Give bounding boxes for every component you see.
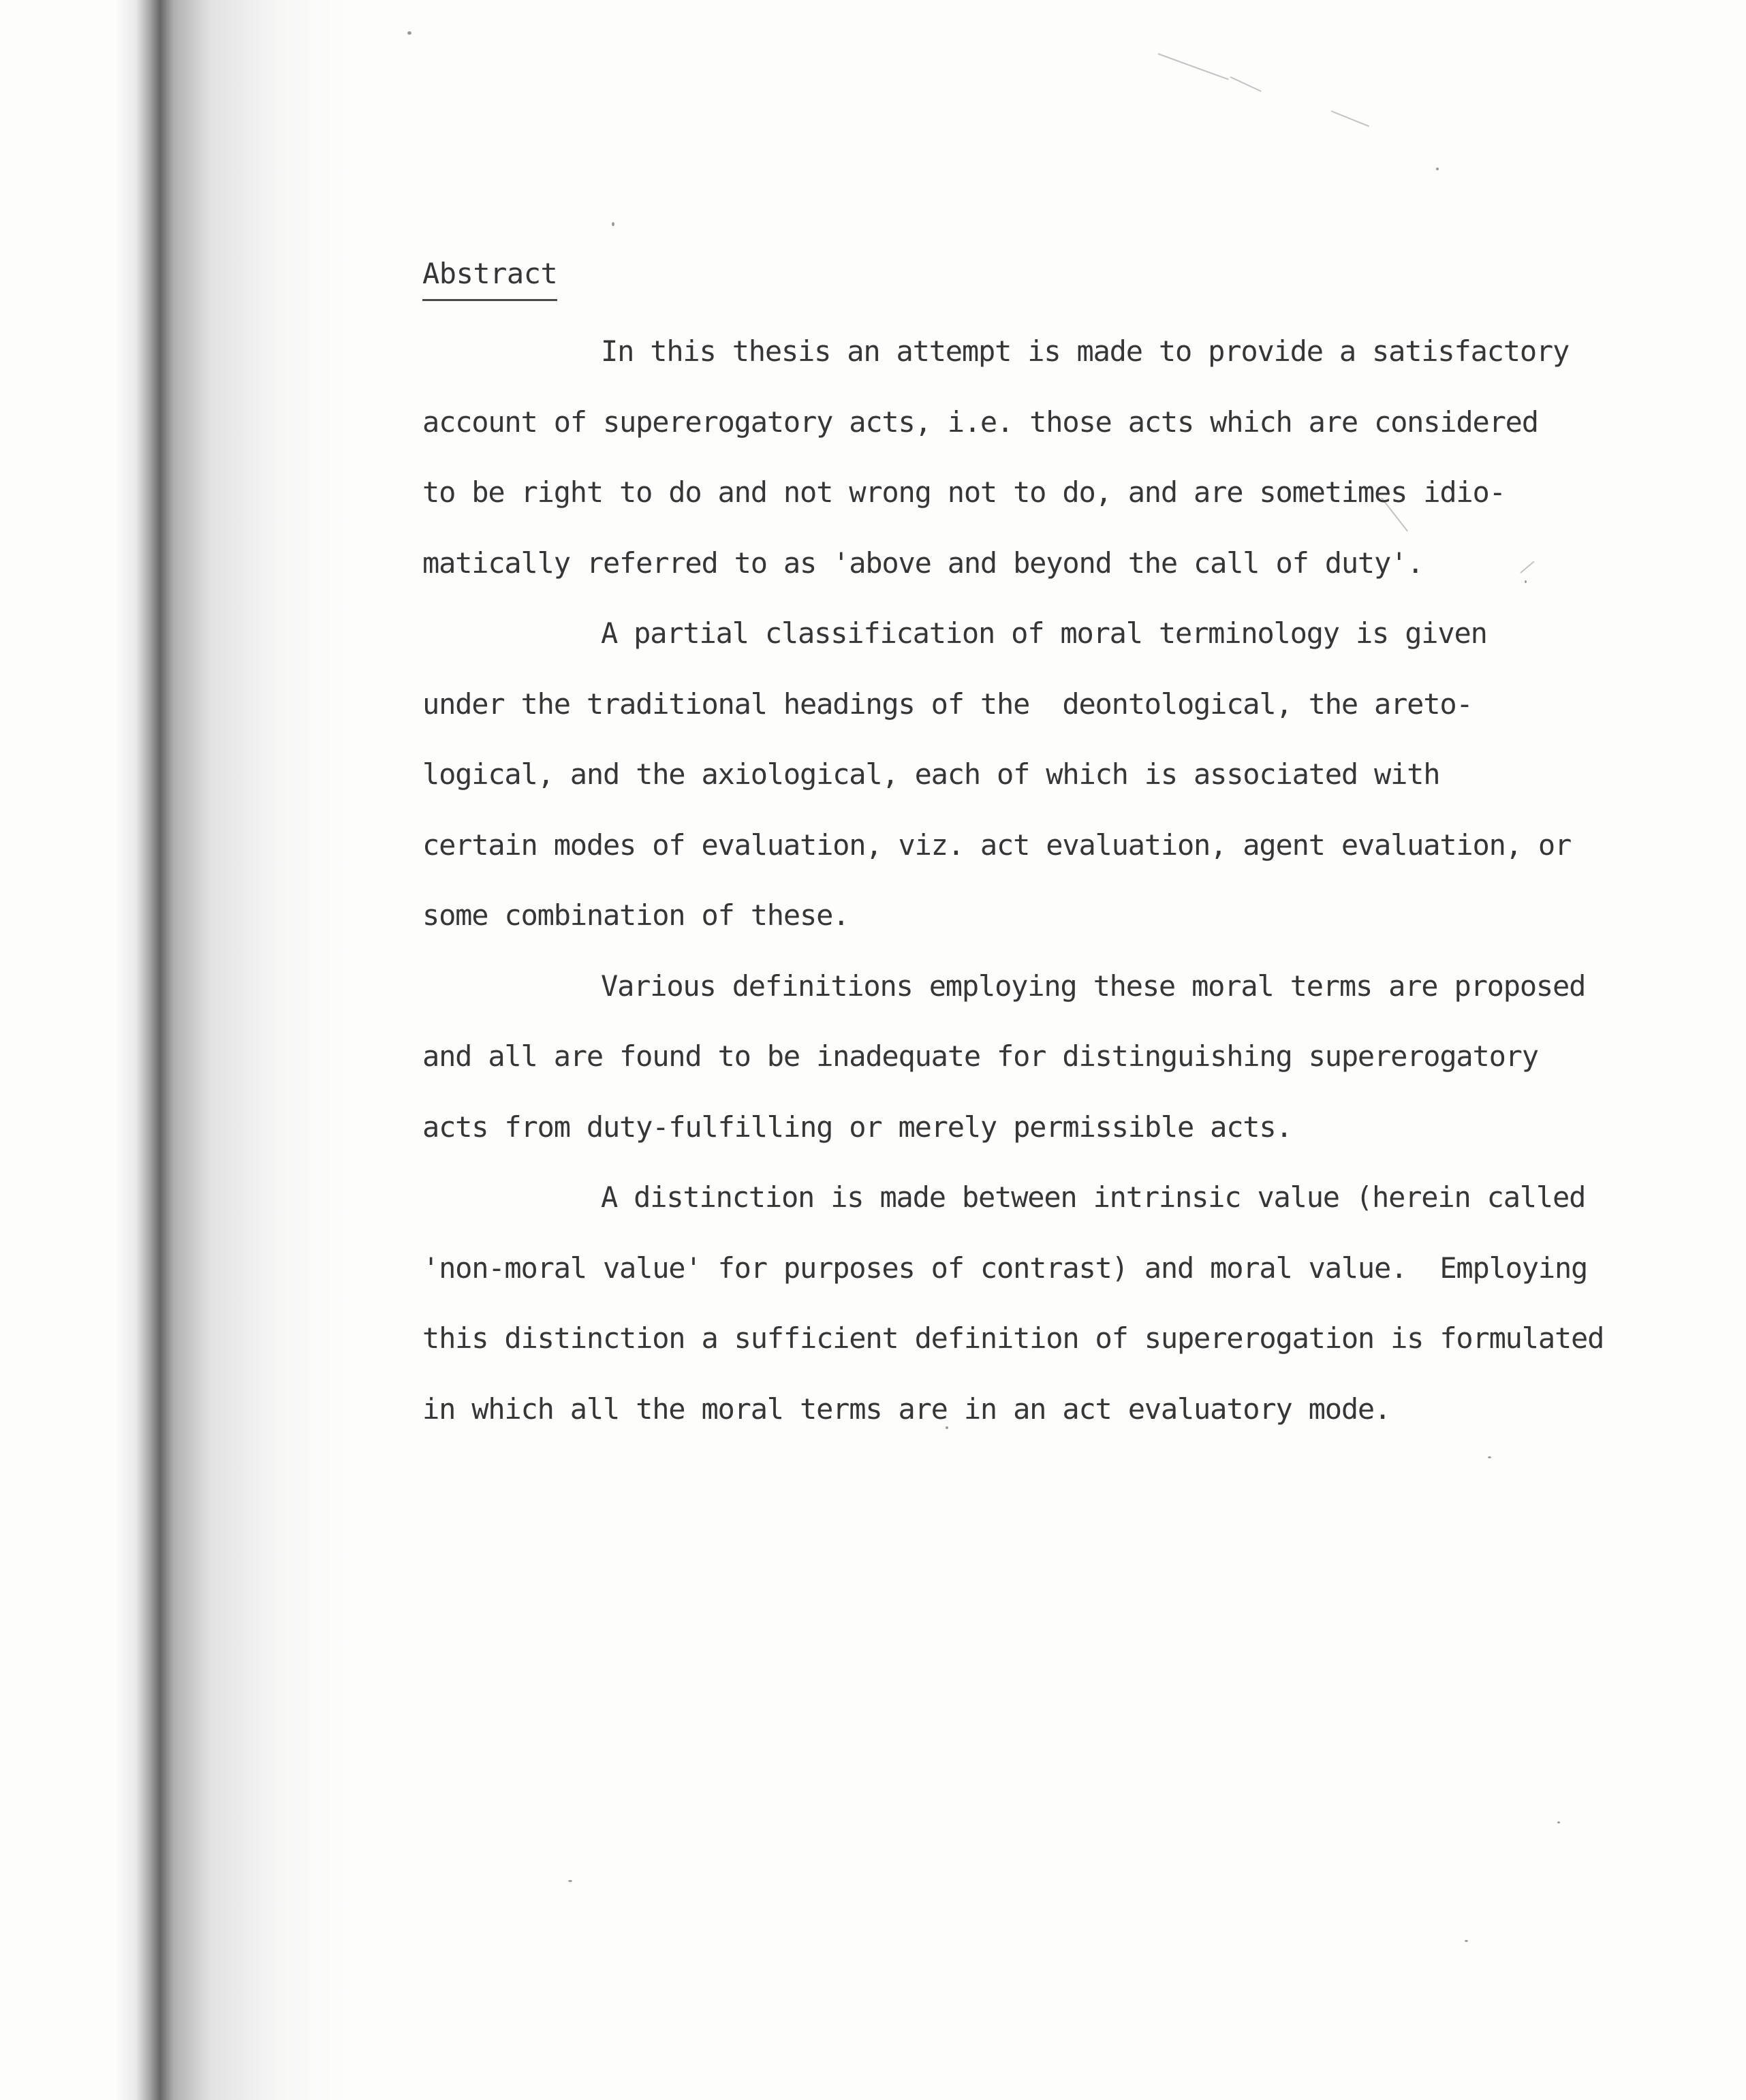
scan-speck bbox=[407, 31, 411, 35]
abstract-heading: Abstract bbox=[422, 249, 557, 301]
paragraph-3 bbox=[422, 951, 1703, 1163]
scan-speck bbox=[568, 1880, 572, 1882]
scan-speck bbox=[1557, 1821, 1560, 1823]
text-line: under the traditional headings of the deontological, the areto- bbox=[422, 687, 1473, 721]
text-line: matically referred to as 'above and beyond the call of duty'. bbox=[422, 546, 1424, 580]
text-line: certain modes of evaluation, viz. act evaluation, agent evaluation, or bbox=[422, 828, 1572, 862]
text-line: A partial classification of moral terminology is given bbox=[601, 616, 1487, 650]
text-line: acts from duty-fulfilling or merely permissible acts. bbox=[422, 1110, 1292, 1144]
scan-scratch bbox=[1230, 76, 1262, 92]
paragraph-1 bbox=[422, 316, 1703, 598]
abstract-text-block bbox=[422, 249, 1703, 1444]
scan-scratch bbox=[1331, 110, 1369, 127]
paragraph-2 bbox=[422, 598, 1703, 951]
text-line: some combination of these. bbox=[422, 898, 849, 932]
text-line: to be right to do and not wrong not to do, and are sometimes idio- bbox=[422, 475, 1506, 509]
scan-speck bbox=[612, 222, 614, 226]
text-line: 'non-moral value' for purposes of contrast) and moral value. Employing bbox=[422, 1251, 1588, 1285]
text-line: In this thesis an attempt is made to provide a satisfactory bbox=[601, 334, 1570, 368]
paragraph-4 bbox=[422, 1162, 1703, 1444]
scan-speck bbox=[1436, 168, 1439, 170]
text-line: Various definitions employing these moral terms are proposed bbox=[601, 969, 1586, 1003]
text-line: logical, and the axiological, each of which is associated with bbox=[422, 757, 1440, 791]
text-line: account of supererogatory acts, i.e. those acts which are considered bbox=[422, 405, 1538, 439]
text-line: in which all the moral terms are in an act evaluatory mode. bbox=[422, 1392, 1391, 1426]
text-line: this distinction a sufficient definition of supererogation is formulated bbox=[422, 1321, 1604, 1355]
scan-scratch bbox=[1158, 53, 1229, 80]
scan-speck bbox=[1488, 1456, 1491, 1458]
text-line: and all are found to be inadequate for distinguishing supererogatory bbox=[422, 1039, 1538, 1073]
scan-speck bbox=[1465, 1940, 1468, 1942]
binding-shadow bbox=[116, 0, 347, 2100]
text-line: A distinction is made between intrinsic value (herein called bbox=[601, 1180, 1586, 1214]
